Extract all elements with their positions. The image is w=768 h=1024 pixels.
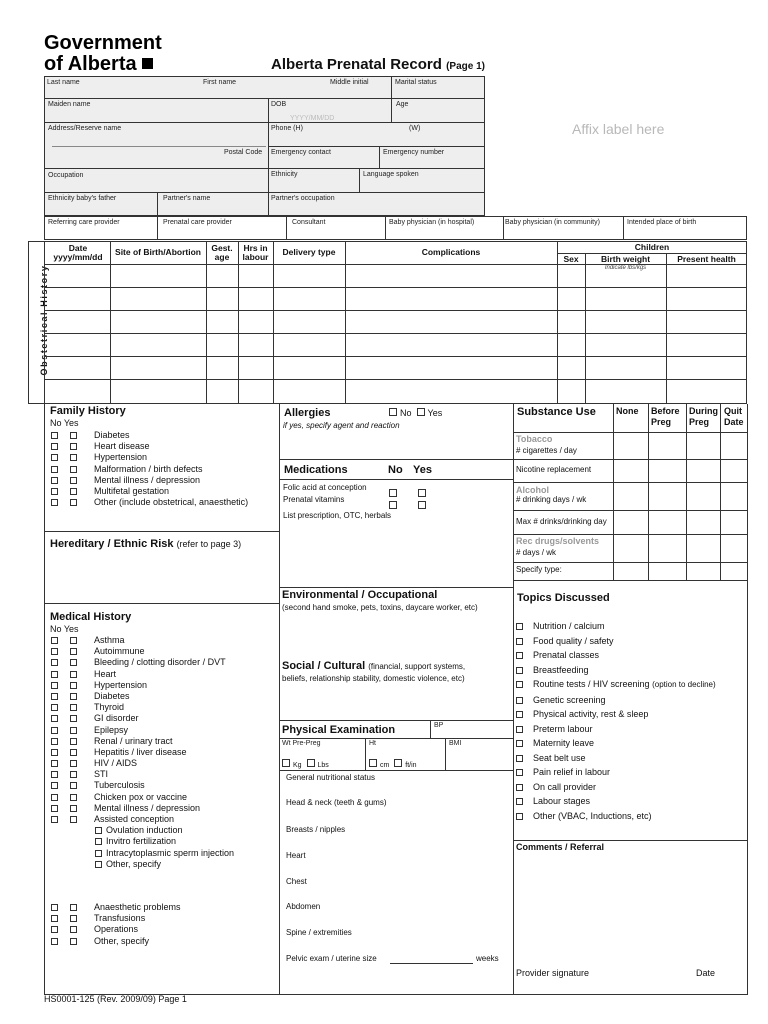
yes-checkbox[interactable] bbox=[70, 693, 77, 700]
environmental-note: (second hand smoke, pets, toxins, daycare worker, etc) bbox=[282, 603, 478, 612]
checkbox[interactable] bbox=[95, 838, 102, 845]
no-checkbox[interactable] bbox=[51, 443, 58, 450]
list-item: Ovulation induction bbox=[51, 825, 234, 836]
yes-checkbox[interactable] bbox=[70, 938, 77, 945]
referring-provider-label: Referring care provider bbox=[48, 219, 120, 226]
no-checkbox[interactable] bbox=[51, 477, 58, 484]
list-item: Intracytoplasmic sperm injection bbox=[51, 848, 234, 859]
social-note: beliefs, relationship stability, domestic violence, etc) bbox=[282, 674, 465, 683]
divider bbox=[513, 459, 748, 460]
list-item: Physical activity, rest & sleep bbox=[516, 707, 716, 722]
divider bbox=[279, 738, 513, 739]
list-item: Autoimmune bbox=[51, 646, 234, 657]
checkbox[interactable] bbox=[95, 827, 102, 834]
list-item: Bleeding / clotting disorder / DVT bbox=[51, 657, 234, 668]
divider bbox=[44, 404, 45, 994]
topics-list bbox=[516, 619, 716, 823]
partners-occupation-label: Partner's occupation bbox=[271, 195, 335, 202]
divider bbox=[720, 404, 721, 580]
divider bbox=[430, 720, 431, 738]
list-item: Chicken pox or vaccine bbox=[51, 792, 234, 803]
tobacco-label: Tobacco bbox=[516, 434, 553, 444]
divider bbox=[648, 404, 649, 580]
list-item: Nutrition / calcium bbox=[516, 619, 716, 634]
substance-use-title: Substance Use bbox=[517, 406, 596, 418]
medical-history-no-yes: No Yes bbox=[50, 624, 79, 634]
dob-label: DOB bbox=[271, 101, 287, 108]
consultant-label: Consultant bbox=[292, 219, 326, 226]
substance-quit-header: Quit Date bbox=[724, 406, 744, 427]
physical-exam-title: Physical Examination bbox=[282, 724, 396, 736]
yes-checkbox[interactable] bbox=[70, 648, 77, 655]
list-item: Mental illness / depression bbox=[51, 803, 234, 814]
heart-label: Heart bbox=[286, 851, 306, 860]
list-item: Operations bbox=[51, 924, 181, 935]
medications-no: No bbox=[388, 464, 403, 476]
divider bbox=[513, 580, 748, 581]
list-item: Diabetes bbox=[51, 430, 248, 441]
divider bbox=[513, 534, 748, 535]
lbs-checkbox[interactable] bbox=[307, 759, 315, 767]
yes-checkbox[interactable] bbox=[70, 466, 77, 473]
divider bbox=[513, 432, 748, 433]
divider bbox=[44, 287, 747, 288]
government-of-alberta-logo bbox=[44, 33, 162, 75]
divider bbox=[391, 76, 392, 122]
list-item: Multifetal gestation bbox=[51, 486, 248, 497]
topic-checkbox[interactable] bbox=[516, 711, 523, 718]
bmi-label: BMI bbox=[449, 740, 462, 747]
divider bbox=[44, 168, 485, 169]
address-label: Address/Reserve name bbox=[48, 125, 122, 132]
yes-checkbox[interactable] bbox=[70, 671, 77, 678]
no-checkbox[interactable] bbox=[51, 926, 58, 933]
comments-title: Comments / Referral bbox=[516, 842, 605, 852]
divider bbox=[52, 146, 266, 147]
age-label: Age bbox=[396, 101, 409, 108]
list-item: Assisted conception bbox=[51, 814, 234, 825]
baby-physician-hospital-label: Baby physician (in hospital) bbox=[389, 219, 475, 226]
list-item: Pain relief in labour bbox=[516, 765, 716, 780]
cm-checkbox[interactable] bbox=[369, 759, 377, 767]
yes-checkbox[interactable] bbox=[70, 443, 77, 450]
ob-header-birth-weight: Birth weight bbox=[600, 254, 651, 264]
no-checkbox[interactable] bbox=[51, 454, 58, 461]
emergency-contact-label: Emergency contact bbox=[271, 149, 331, 156]
signature-date-label: Date bbox=[696, 968, 716, 978]
list-item: Heart disease bbox=[51, 441, 248, 452]
list-item: Renal / urinary tract bbox=[51, 736, 234, 747]
yes-checkbox[interactable] bbox=[70, 738, 77, 745]
divider bbox=[286, 216, 287, 240]
spine-label: Spine / extremities bbox=[286, 928, 352, 937]
head-neck-label: Head & neck (teeth & gums) bbox=[286, 798, 387, 807]
ftin-checkbox[interactable] bbox=[394, 759, 402, 767]
maiden-name-label: Maiden name bbox=[48, 101, 91, 108]
no-checkbox[interactable] bbox=[51, 760, 58, 767]
divider bbox=[279, 587, 513, 588]
ob-header-complications: Complications bbox=[421, 247, 481, 257]
topic-checkbox[interactable] bbox=[516, 813, 523, 820]
no-checkbox[interactable] bbox=[51, 671, 58, 678]
list-item: Hypertension bbox=[51, 452, 248, 463]
list-item: Other (VBAC, Inductions, etc) bbox=[516, 809, 716, 824]
environmental-title: Environmental / Occupational bbox=[282, 589, 438, 601]
no-checkbox[interactable] bbox=[51, 749, 58, 756]
medical-history-list bbox=[51, 635, 234, 870]
weight-units: Kg Lbs bbox=[282, 759, 329, 771]
no-checkbox[interactable] bbox=[51, 738, 58, 745]
list-item: Thyroid bbox=[51, 702, 234, 713]
breasts-label: Breasts / nipples bbox=[286, 825, 346, 834]
divider bbox=[279, 459, 513, 460]
form-title-page: (Page 1) bbox=[446, 61, 485, 72]
divider bbox=[513, 482, 748, 483]
allergies-yes-checkbox[interactable] bbox=[417, 408, 425, 416]
list-item: Other, specify bbox=[51, 859, 234, 870]
divider bbox=[110, 241, 111, 404]
cigarettes-label: # cigarettes / day bbox=[516, 446, 577, 455]
general-nutritional-label: General nutritional status bbox=[286, 773, 375, 782]
divider bbox=[623, 216, 624, 240]
divider bbox=[666, 253, 667, 404]
occupation-label: Occupation bbox=[48, 172, 84, 179]
ob-header-present-health: Present health bbox=[677, 254, 736, 264]
ethnicity-label: Ethnicity bbox=[271, 171, 298, 178]
family-history-title: Family History bbox=[50, 405, 126, 417]
postal-code-label: Postal Code bbox=[224, 149, 263, 156]
no-checkbox[interactable] bbox=[51, 637, 58, 644]
list-item: Genetic screening bbox=[516, 693, 716, 708]
social-title: Social / Cultural (financial, support systems, bbox=[282, 660, 466, 672]
ob-header-delivery: Delivery type bbox=[282, 247, 336, 257]
topic-checkbox[interactable] bbox=[516, 755, 523, 762]
list-item: Hepatitis / liver disease bbox=[51, 747, 234, 758]
list-item: Breastfeeding bbox=[516, 663, 716, 678]
logo-line1: Government bbox=[44, 32, 162, 54]
abdomen-label: Abdomen bbox=[286, 902, 321, 911]
specify-type-label: Specify type: bbox=[516, 565, 562, 574]
yes-checkbox[interactable] bbox=[70, 432, 77, 439]
no-checkbox[interactable] bbox=[51, 915, 58, 922]
list-item: Food quality / safety bbox=[516, 634, 716, 649]
list-item: Asthma bbox=[51, 635, 234, 646]
partners-name-label: Partner's name bbox=[163, 195, 211, 202]
list-item: Anaesthetic problems bbox=[51, 902, 181, 913]
list-item: Routine tests / HIV screening (option to decline) bbox=[516, 677, 716, 693]
yes-checkbox[interactable] bbox=[70, 477, 77, 484]
family-history-no-yes: No Yes bbox=[50, 418, 79, 428]
divider bbox=[206, 241, 207, 404]
topic-checkbox[interactable] bbox=[516, 681, 523, 688]
list-item: Transfusions bbox=[51, 913, 181, 924]
no-checkbox[interactable] bbox=[51, 782, 58, 789]
yes-checkbox[interactable] bbox=[70, 926, 77, 933]
ethnicity-babys-father-label: Ethnicity baby's father bbox=[48, 195, 117, 202]
first-name-label: First name bbox=[203, 79, 237, 86]
list-item: Mental illness / depression bbox=[51, 475, 248, 486]
divider bbox=[268, 98, 269, 168]
yes-checkbox[interactable] bbox=[70, 794, 77, 801]
checkbox[interactable] bbox=[95, 850, 102, 857]
topic-checkbox[interactable] bbox=[516, 726, 523, 733]
no-checkbox[interactable] bbox=[51, 659, 58, 666]
topic-checkbox[interactable] bbox=[516, 667, 523, 674]
affix-label: Affix label here bbox=[572, 121, 665, 137]
height-units: cm ft/in bbox=[369, 759, 417, 771]
no-checkbox[interactable] bbox=[51, 805, 58, 812]
divider bbox=[279, 479, 513, 480]
phone-work-label: (W) bbox=[409, 125, 421, 132]
hereditary-title: Hereditary / Ethnic Risk (refer to page 3) bbox=[50, 538, 242, 550]
topic-checkbox[interactable] bbox=[516, 623, 523, 630]
no-checkbox[interactable] bbox=[51, 648, 58, 655]
divider bbox=[503, 216, 504, 240]
provider-signature-label: Provider signature bbox=[516, 968, 590, 978]
topic-checkbox[interactable] bbox=[516, 697, 523, 704]
divider bbox=[557, 241, 558, 404]
drinking-days-label: # drinking days / wk bbox=[516, 495, 587, 504]
form-footer: HS0001-125 (Rev. 2009/09) Page 1 bbox=[44, 994, 187, 1004]
divider bbox=[268, 168, 269, 216]
topic-checkbox[interactable] bbox=[516, 769, 523, 776]
divider bbox=[359, 168, 360, 192]
yes-checkbox[interactable] bbox=[70, 659, 77, 666]
ht-label: Ht bbox=[369, 740, 376, 747]
obstetrical-history-side-label: Obstetrical History bbox=[39, 264, 49, 376]
list-item: Preterm labour bbox=[516, 722, 716, 737]
divider bbox=[345, 241, 346, 404]
checkbox[interactable] bbox=[95, 861, 102, 868]
topic-checkbox[interactable] bbox=[516, 638, 523, 645]
marital-status-label: Marital status bbox=[395, 79, 437, 86]
yes-checkbox[interactable] bbox=[70, 782, 77, 789]
list-item: On call provider bbox=[516, 780, 716, 795]
list-item: Malformation / birth defects bbox=[51, 464, 248, 475]
no-checkbox[interactable] bbox=[51, 904, 58, 911]
vitamins-yes-checkbox[interactable] bbox=[418, 496, 429, 514]
divider bbox=[513, 510, 748, 511]
yes-checkbox[interactable] bbox=[70, 805, 77, 812]
yes-checkbox[interactable] bbox=[70, 727, 77, 734]
substance-none-header: None bbox=[616, 406, 639, 416]
medical-history-list-2 bbox=[51, 902, 181, 947]
ob-header-date: Date yyyy/mm/dd bbox=[53, 243, 103, 262]
topic-checkbox[interactable] bbox=[516, 798, 523, 805]
list-item: Tuberculosis bbox=[51, 780, 234, 791]
ob-header-site: Site of Birth/Abortion bbox=[115, 247, 201, 257]
list-item: Labour stages bbox=[516, 794, 716, 809]
no-checkbox[interactable] bbox=[51, 727, 58, 734]
substance-during-header: During Preg bbox=[689, 406, 718, 427]
allergies-no-yes: No Yes bbox=[389, 408, 442, 419]
divider bbox=[44, 379, 747, 380]
divider bbox=[44, 356, 747, 357]
divider bbox=[513, 840, 748, 841]
yes-checkbox[interactable] bbox=[70, 749, 77, 756]
ob-header-sex: Sex bbox=[563, 254, 579, 264]
divider bbox=[365, 738, 366, 770]
bp-label: BP bbox=[434, 722, 444, 729]
prenatal-provider-label: Prenatal care provider bbox=[163, 219, 232, 226]
no-checkbox[interactable] bbox=[51, 938, 58, 945]
yes-checkbox[interactable] bbox=[70, 682, 77, 689]
family-history-list bbox=[51, 430, 248, 508]
divider bbox=[273, 241, 274, 404]
divider bbox=[44, 122, 485, 123]
alcohol-label: Alcohol bbox=[516, 485, 549, 495]
no-checkbox[interactable] bbox=[51, 488, 58, 495]
no-checkbox[interactable] bbox=[51, 499, 58, 506]
yes-checkbox[interactable] bbox=[70, 499, 77, 506]
language-label: Language spoken bbox=[363, 171, 419, 178]
divider bbox=[44, 310, 747, 311]
medications-yes: Yes bbox=[413, 464, 432, 476]
substance-before-header: Before Preg bbox=[651, 406, 680, 427]
divider bbox=[747, 404, 748, 994]
list-item: Hypertension bbox=[51, 680, 234, 691]
medical-history-title: Medical History bbox=[50, 611, 132, 623]
topic-checkbox[interactable] bbox=[516, 740, 523, 747]
list-item: Invitro fertilization bbox=[51, 836, 234, 847]
last-name-label: Last name bbox=[47, 79, 80, 86]
topic-checkbox[interactable] bbox=[516, 652, 523, 659]
divider bbox=[385, 216, 386, 240]
divider bbox=[585, 253, 586, 404]
divider bbox=[44, 531, 279, 532]
baby-physician-community-label: Baby physician (in community) bbox=[505, 219, 600, 226]
list-item: Maternity leave bbox=[516, 736, 716, 751]
weeks-label: weeks bbox=[476, 954, 499, 963]
list-item: GI disorder bbox=[51, 713, 234, 724]
list-item: STI bbox=[51, 769, 234, 780]
divider bbox=[513, 562, 748, 563]
yes-checkbox[interactable] bbox=[70, 715, 77, 722]
list-item: Seat belt use bbox=[516, 751, 716, 766]
no-checkbox[interactable] bbox=[51, 794, 58, 801]
yes-checkbox[interactable] bbox=[70, 637, 77, 644]
medications-title: Medications bbox=[284, 464, 348, 476]
no-checkbox[interactable] bbox=[51, 466, 58, 473]
yes-checkbox[interactable] bbox=[70, 915, 77, 922]
divider bbox=[44, 98, 485, 99]
topics-title: Topics Discussed bbox=[517, 592, 610, 604]
divider bbox=[279, 720, 513, 721]
max-drinks-label: Max # drinks/drinking day bbox=[516, 517, 607, 526]
list-item: Prenatal classes bbox=[516, 648, 716, 663]
no-checkbox[interactable] bbox=[51, 771, 58, 778]
no-checkbox[interactable] bbox=[51, 816, 58, 823]
wt-pre-preg-label: Wt Pre-Preg bbox=[282, 740, 321, 747]
no-checkbox[interactable] bbox=[51, 693, 58, 700]
divider bbox=[157, 192, 158, 216]
divider bbox=[238, 241, 239, 404]
yes-checkbox[interactable] bbox=[70, 454, 77, 461]
divider bbox=[686, 404, 687, 580]
divider bbox=[513, 404, 514, 994]
folic-acid-label: Folic acid at conception bbox=[283, 483, 367, 492]
ob-header-children: Children bbox=[634, 242, 670, 252]
divider bbox=[44, 603, 279, 604]
form-title bbox=[271, 56, 485, 73]
rec-drugs-label: Rec drugs/solvents bbox=[516, 536, 600, 546]
list-item: HIV / AIDS bbox=[51, 758, 234, 769]
ob-birth-weight-note: Indicate lbs/kgs bbox=[604, 265, 647, 271]
medications-list-label: List prescription, OTC, herbals bbox=[283, 511, 392, 520]
divider bbox=[268, 146, 485, 147]
allergies-note: if yes, specify agent and reaction bbox=[283, 421, 400, 430]
divider bbox=[44, 192, 485, 193]
ob-header-gest: Gest. age bbox=[211, 243, 233, 262]
logo-square-icon bbox=[142, 58, 153, 69]
chest-label: Chest bbox=[286, 877, 307, 886]
yes-checkbox[interactable] bbox=[70, 816, 77, 823]
logo-line2: of Alberta bbox=[44, 53, 137, 75]
divider bbox=[613, 404, 614, 580]
ob-header-hrs: Hrs in labour bbox=[242, 243, 269, 262]
divider bbox=[157, 216, 158, 240]
yes-checkbox[interactable] bbox=[70, 904, 77, 911]
list-item: Other (include obstetrical, anaesthetic) bbox=[51, 497, 248, 508]
no-checkbox[interactable] bbox=[51, 715, 58, 722]
topic-checkbox[interactable] bbox=[516, 784, 523, 791]
divider bbox=[279, 404, 280, 994]
divider bbox=[379, 146, 380, 168]
no-checkbox[interactable] bbox=[51, 432, 58, 439]
kg-checkbox[interactable] bbox=[282, 759, 290, 767]
yes-checkbox[interactable] bbox=[70, 771, 77, 778]
list-item: Other, specify bbox=[51, 936, 181, 947]
intended-birth-place-label: Intended place of birth bbox=[627, 219, 697, 226]
emergency-number-label: Emergency number bbox=[383, 149, 445, 156]
allergies-title: Allergies bbox=[284, 407, 331, 419]
yes-checkbox[interactable] bbox=[70, 704, 77, 711]
yes-checkbox[interactable] bbox=[70, 488, 77, 495]
list-item: Diabetes bbox=[51, 691, 234, 702]
no-checkbox[interactable] bbox=[51, 682, 58, 689]
nicotine-label: Nicotine replacement bbox=[516, 465, 592, 474]
form-title-text: Alberta Prenatal Record bbox=[271, 56, 442, 73]
yes-checkbox[interactable] bbox=[70, 760, 77, 767]
middle-initial-label: Middle initial bbox=[330, 79, 369, 86]
list-item: Heart bbox=[51, 669, 234, 680]
no-checkbox[interactable] bbox=[51, 704, 58, 711]
prenatal-vitamins-label: Prenatal vitamins bbox=[283, 495, 345, 504]
divider bbox=[44, 333, 747, 334]
dob-placeholder: YYYY/MM/DD bbox=[290, 115, 335, 122]
days-wk-label: # days / wk bbox=[516, 548, 557, 557]
pelvic-exam-line[interactable] bbox=[390, 963, 473, 964]
list-item: Epilepsy bbox=[51, 725, 234, 736]
pelvic-exam-label: Pelvic exam / uterine size bbox=[286, 954, 377, 963]
phone-home-label: Phone (H) bbox=[271, 125, 303, 132]
divider bbox=[445, 738, 446, 770]
allergies-no-checkbox[interactable] bbox=[389, 408, 397, 416]
